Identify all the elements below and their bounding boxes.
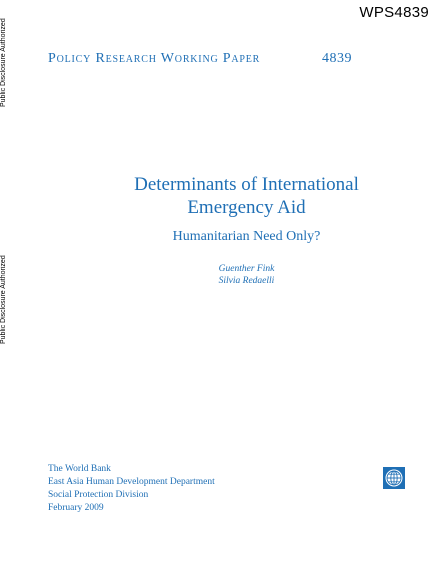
publisher-org: The World Bank: [48, 464, 111, 474]
publication-date: February 2009: [48, 503, 104, 513]
publisher-block: [48, 463, 215, 515]
author-name: Guenther Fink: [218, 264, 275, 274]
author-name: Silvia Redaelli: [218, 276, 275, 286]
document-title-line-1: Determinants of International: [134, 174, 359, 195]
world-bank-globe-icon: [383, 467, 405, 489]
series-title: Policy Research Working Paper: [48, 51, 261, 66]
document-title: [48, 173, 445, 219]
author-list: [48, 263, 445, 287]
series-header: [48, 51, 352, 67]
document-subtitle: Humanitarian Need Only?: [172, 229, 321, 244]
document-title-line-2: Emergency Aid: [187, 197, 306, 218]
publisher-department: East Asia Human Development Department: [48, 477, 215, 487]
series-number: 4839: [322, 51, 352, 66]
disclosure-label-top: Public Disclosure Authorized: [0, 18, 7, 108]
report-id: WPS4839: [359, 4, 429, 21]
publisher-division: Social Protection Division: [48, 490, 149, 500]
disclosure-label-bottom: Public Disclosure Authorized: [0, 255, 7, 345]
